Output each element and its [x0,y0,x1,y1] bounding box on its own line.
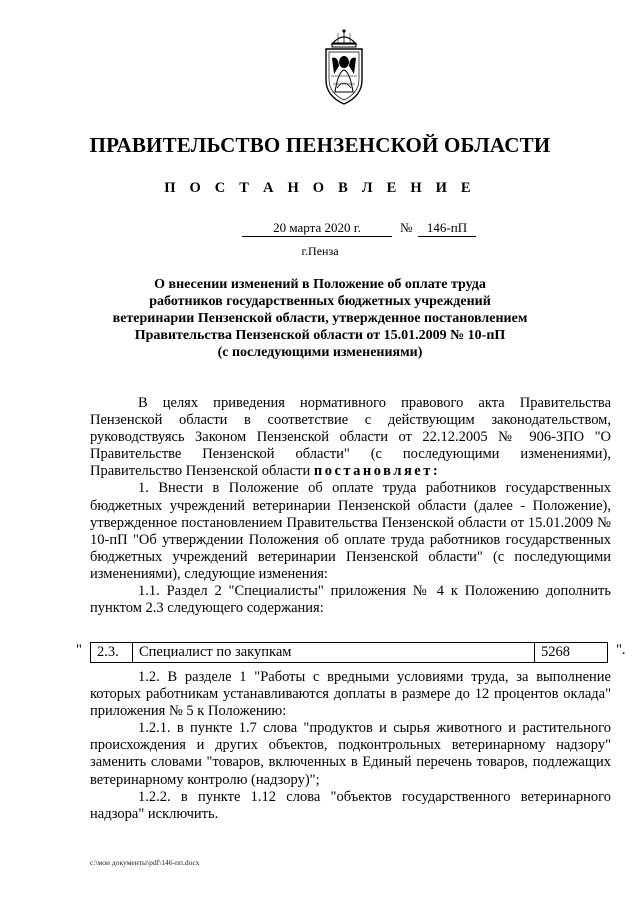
paragraph-1-1: 1.1. Раздел 2 "Специалисты" приложения № 4 к Положению дополнить пунктом 2.3 следующего содержания: [90,583,611,617]
paragraph-1: 1. Внести в Положение об оплате труда работников государственных бюджетных учреждений ветеринарии Пензенской области (далее - Положение), утвержденное постановлением Правительства Пензенской области от 15.01.2009 № 10-пП "Об утверждении Положения об оплате труда работников государственных бюджетных учреждений ветеринарии Пензенской области" (с последующими изменениями), следующие изменения: [90,480,611,582]
cell-divider [534,643,535,662]
government-name: ПРАВИТЕЛЬСТВО ПЕНЗЕНСКОЙ ОБЛАСТИ [89,133,551,157]
staff-table-row [90,642,608,663]
title-line: (с последующими изменениями) [217,345,423,360]
preamble-text: В целях приведения нормативного правового акта Правительства Пензенской области в соответствие с действующим законодательством, руководствуясь Законом Пензенской области от 22.12.2005 № 906-ЗПО "О Правительстве Пензенской области" (с последующими изменениями), Правительство Пензенской области [90,395,611,480]
file-path-footer: c:\мои документы\pdf\146-пп.docx [90,858,200,867]
row-number: 2.3. [97,644,119,660]
title-line: ветеринарии Пензенской области, утвержденное постановлением [112,311,528,326]
title-line: Правительства Пензенской области от 15.01.2009 № 10-пП [134,328,506,343]
body-part-2 [90,669,611,823]
title-line: О внесении изменений в Положение об оплате труда [154,277,486,292]
title-line: работников государственных бюджетных учреждений [149,294,491,309]
open-quote: " [76,642,82,658]
paragraph-1-2-2: 1.2.2. в пункте 1.12 слова "объектов государственного ветеринарного надзора" исключить. [90,788,611,822]
position-name: Специалист по закупкам [139,644,292,660]
paragraph-1-2-1: 1.2.1. в пункте 1.7 слова "продуктов и сырья животного и растительного происхождения и других объектов, подконтрольных ветеринарному надзору" заменить словами "товаров, включенных в Единый перечень товаров, подлежащих ветеринарному контролю (надзору)"; [90,720,611,788]
cell-divider [132,643,133,662]
resolves-word: постановляет: [313,463,441,480]
decree-date: 20 марта 2020 г. [242,220,392,237]
date-line [242,220,392,237]
decree-title [80,276,560,361]
coat-of-arms-emblem [318,28,370,106]
body-part-1 [90,395,611,617]
city-name: г.Пенза [301,244,339,258]
position-code: 5268 [541,644,570,660]
decree-number: 146-пП [418,220,476,237]
preamble-paragraph [90,395,611,480]
number-sign: № [400,220,413,235]
close-quote: ". [616,642,626,658]
paragraph-1-2: 1.2. В разделе 1 "Работы с вредными условиями труда, за выполнение которых работникам устанавливаются доплаты в размере до 12 процентов оклада" приложения № 5 к Положению: [90,669,611,720]
document-type: П О С Т А Н О В Л Е Н И Е [164,180,476,196]
